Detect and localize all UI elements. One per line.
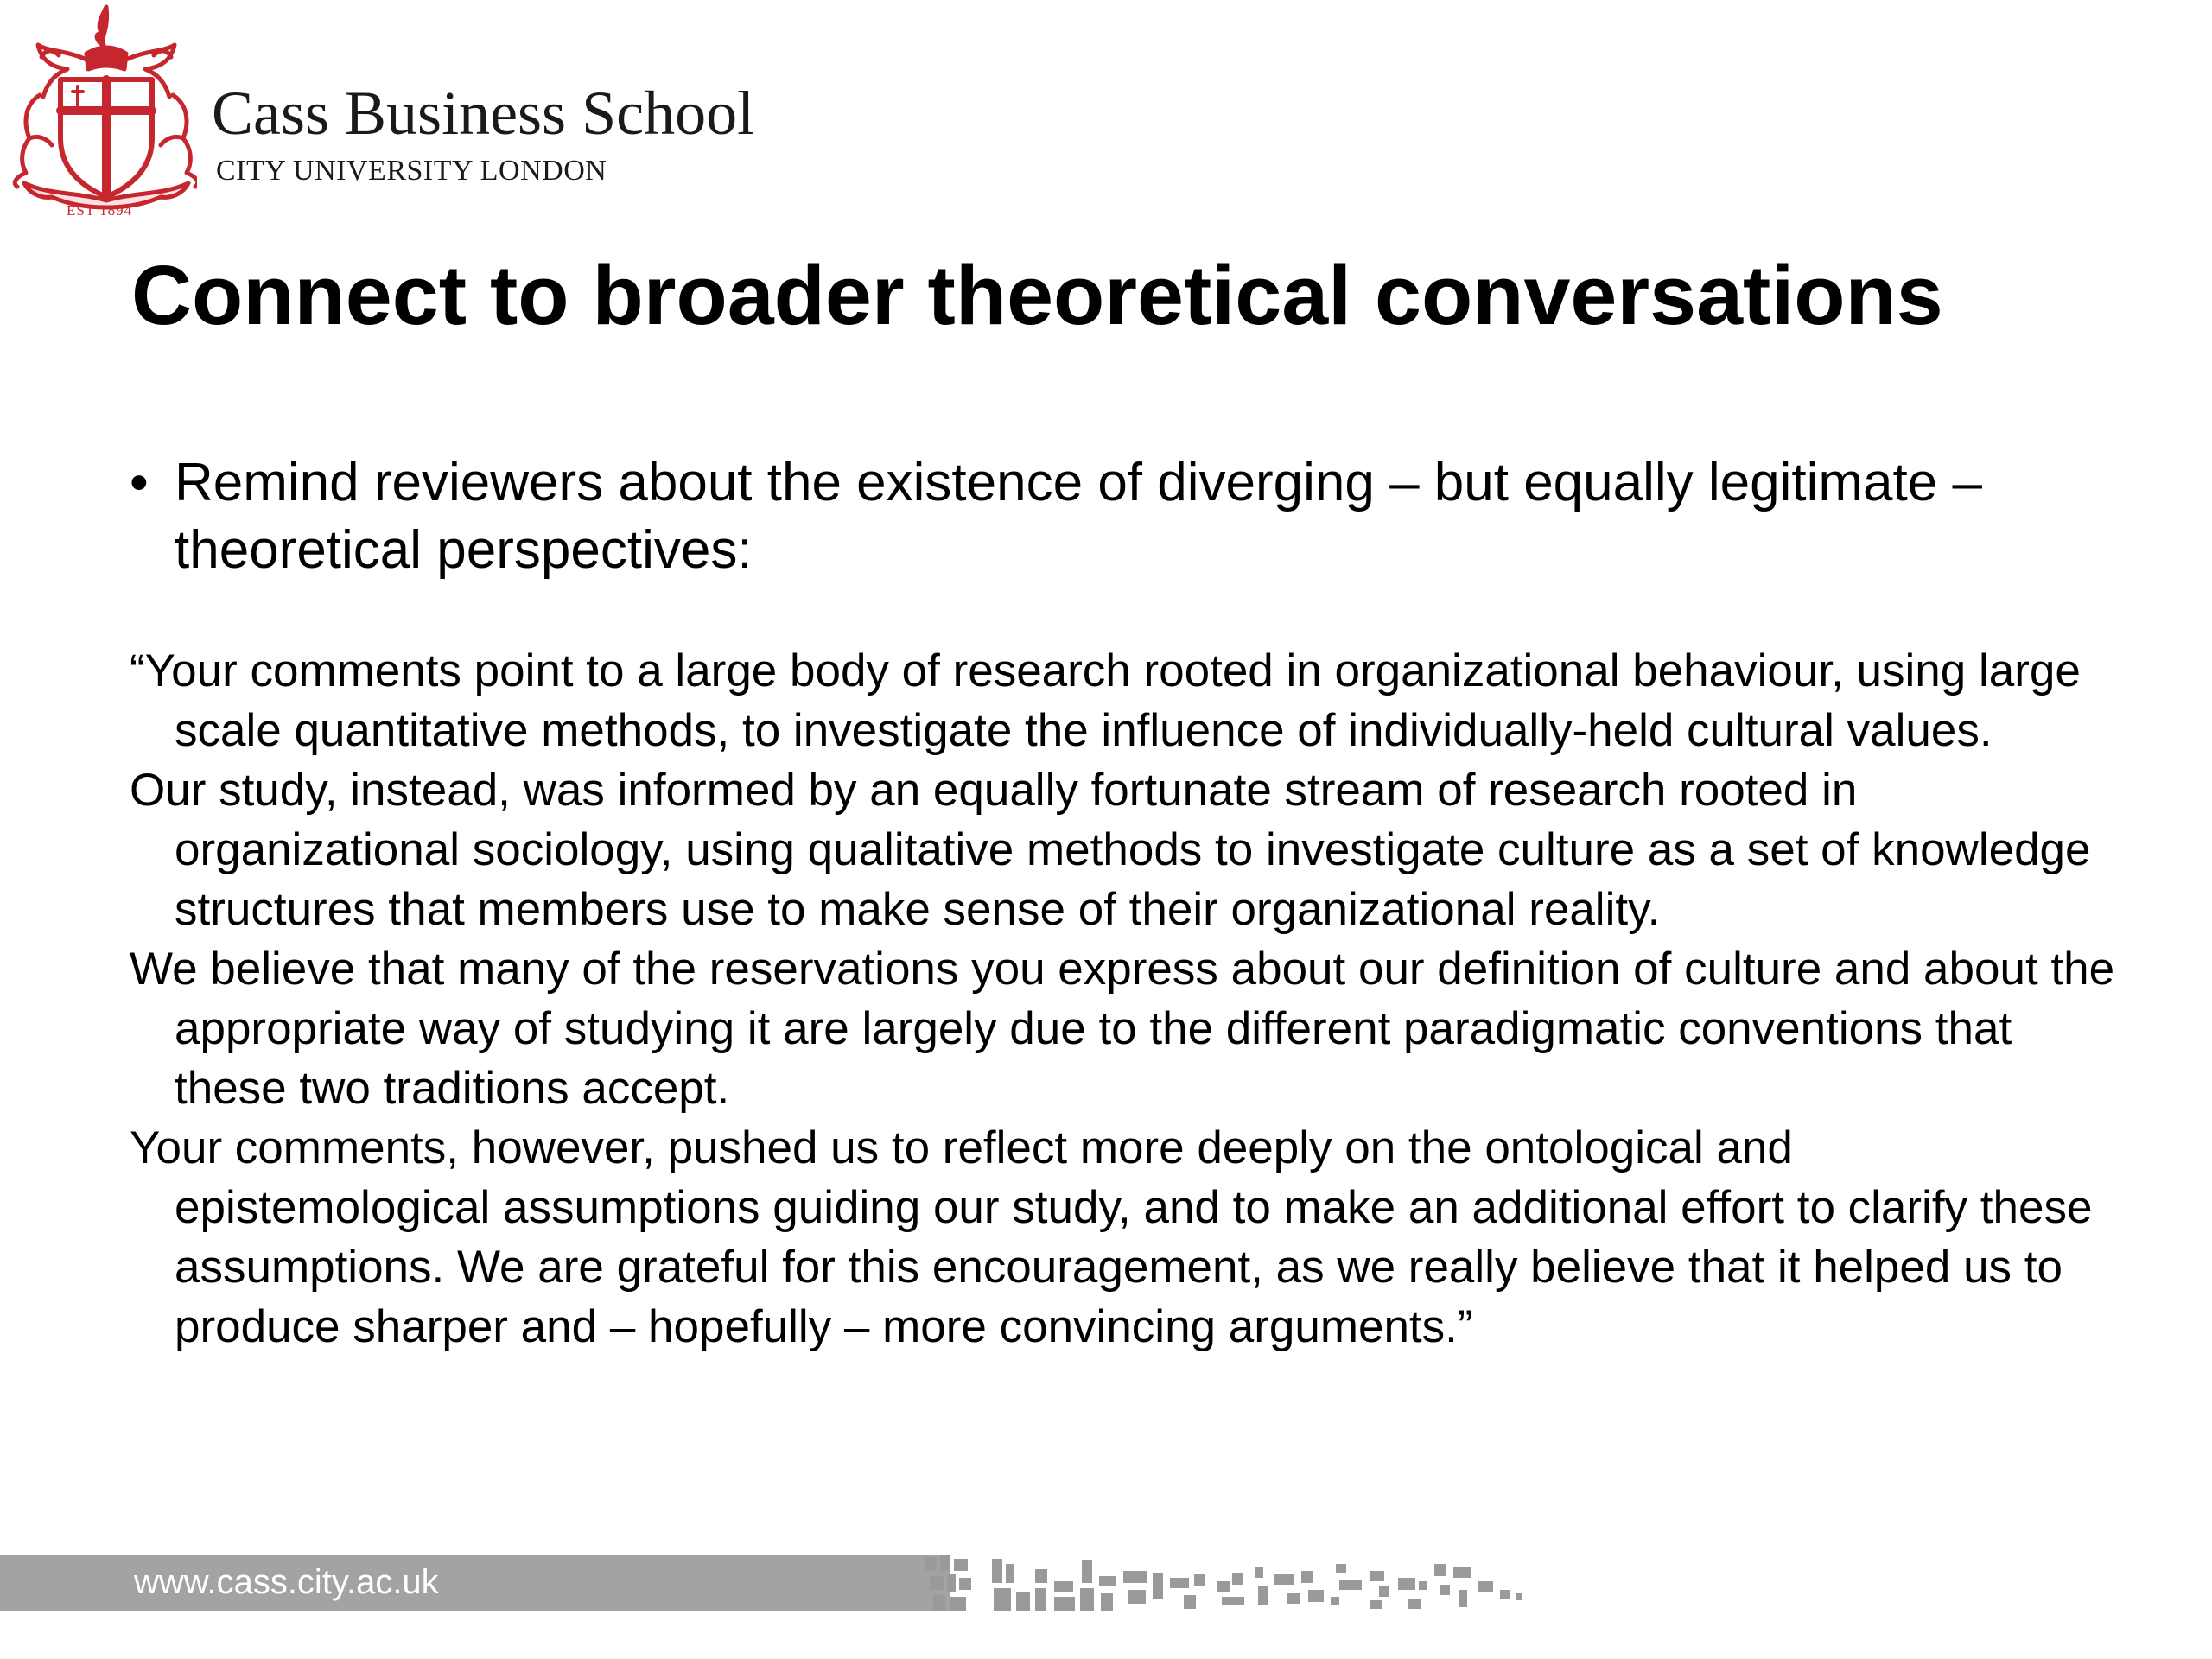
crest-icon bbox=[7, 0, 197, 223]
quote-paragraph: Your comments, however, pushed us to reflect more deeply on the ontological and epistemological assumptions guiding our study, and to make an additional effort to clarify these assumptions. We are grateful for this encouragement, as we really believe that it helped us to produce sharper and – hopefully – more convincing arguments.” bbox=[130, 1122, 2093, 1352]
school-name: Cass Business School bbox=[212, 79, 755, 148]
quote-paragraph: We believe that many of the reservations you express about our definition of culture and about the appropriate way of studying it are largely due to the different paradigmatic conventions that these two traditions accept. bbox=[130, 944, 2115, 1114]
city-skyline-icon bbox=[925, 1555, 1529, 1616]
university-name: CITY UNIVERSITY LONDON bbox=[216, 155, 607, 187]
footer-url: www.cass.city.ac.uk bbox=[134, 1563, 439, 1601]
quote-paragraph: “Your comments point to a large body of research rooted in organizational behaviour, using large scale quantitative methods, to investigate the influence of individually-held cultural values. bbox=[130, 645, 2081, 756]
bullet-marker: • bbox=[130, 453, 149, 512]
quote-paragraph: Our study, instead, was informed by an equally fortunate stream of research rooted in organizational sociology, using qualitative methods to investigate culture as a set of knowledge structures that members use to make sense of their organizational reality. bbox=[130, 765, 2091, 935]
quote-block bbox=[130, 641, 2117, 1357]
slide-title: Connect to broader theoretical conversations bbox=[131, 248, 1943, 342]
bullet-item bbox=[130, 449, 2117, 584]
established-label: EST 1894 bbox=[67, 202, 133, 219]
bullet-text: Remind reviewers about the existence of diverging – but equally legitimate – theoretical perspectives: bbox=[175, 453, 1982, 580]
